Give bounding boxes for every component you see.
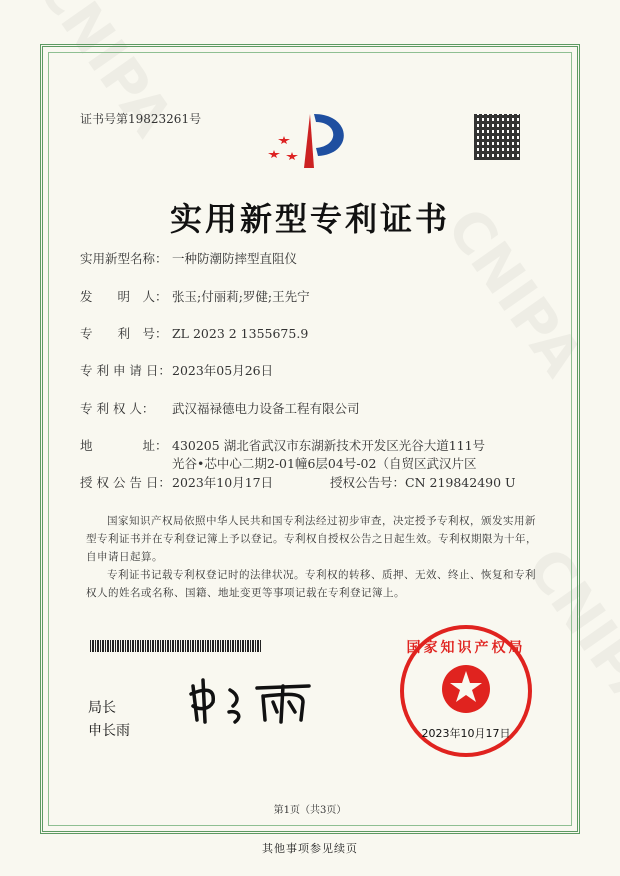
field-patentee: 专 利 权 人： 武汉福禄德电力设备工程有限公司 [80,401,360,416]
field-inventors: 发 明 人： 张玉;付丽莉;罗健;王先宁 [80,289,310,304]
field-address: 地 址： 430205 湖北省武汉市东湖新技术开发区光谷大道111号 光谷•芯中心二期2-01幢6层04号-02（自贸区武汉片区 [80,438,486,471]
certificate-number: 证书号第19823261号 [80,112,202,126]
certificate-title: 实用新型专利证书 [169,200,450,238]
signatory-title: 局长 [88,700,116,716]
barcode [90,640,262,652]
statement-paragraph: 国家知识产权局依照中华人民共和国专利法经过初步审查，决定授予专利权，颁发实用新型专利证书并在专利登记簿上予以登记。专利权自授权公告之日起生效。专利权期限为十年，自申请日起算。 [86,515,537,563]
field-application-date: 专 利 申 请 日：2023年05月26日 [80,363,274,378]
official-seal: 国家知识产权局 2023年10月17日 [400,625,532,757]
page-number: 第1页（共3页） [273,805,347,816]
continuation-note: 其他事项参见续页 [262,842,358,855]
field-patent-number: 专 利 号： ZL 2023 2 1355675.9 [80,326,309,341]
field-utility-model-name: 实用新型名称： 一种防潮防摔型直阻仪 [80,251,298,266]
field-grant-date: 授 权 公 告 日：2023年10月17日 授权公告号：CN 219842490 U [80,475,516,490]
qr-code [474,114,520,160]
signatory-name: 申长雨 [88,723,130,739]
signature [185,676,325,726]
statement-paragraph: 专利证书记载专利权登记时的法律状况。专利权的转移、质押、无效、终止、恢复和专利权人的姓名或名称、国籍、地址变更等事项记载在专利登记簿上。 [86,569,536,599]
national-emblem-icon [438,661,494,717]
cnipa-logo-icon [262,106,358,170]
